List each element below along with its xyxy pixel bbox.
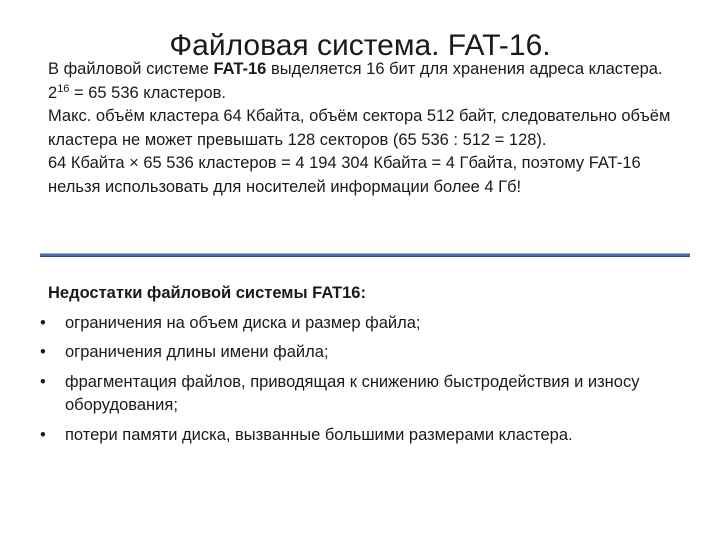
power-base: 2 [48, 83, 58, 102]
list-item-text: ограничения на объем диска и размер файла; [65, 313, 421, 332]
p1-text-end: выделяется 16 бит для хранения адреса кластера. [266, 60, 663, 78]
list-item [40, 341, 708, 365]
slide-title: Файловая система. FAT-16. [169, 29, 551, 62]
bullet-icon: • [40, 425, 46, 444]
paragraph-fat16-bits [48, 58, 693, 82]
drawbacks-list [40, 312, 708, 448]
divider-line [40, 253, 690, 257]
list-item-text: фрагментация файлов, приводящая к снижению быстродействия и износу оборудования; [65, 372, 640, 414]
list-item [40, 312, 708, 336]
power-exponent: 16 [57, 82, 70, 95]
paragraph-max-volume: 64 Кбайта × 65 536 кластеров = 4 194 304 Кбайта = 4 Гбайта, поэтому FAT-16 нельзя использовать для носителей информации более 4 Гб! [48, 154, 641, 196]
list-item [40, 424, 708, 448]
list-item-text: ограничения длины имени файла; [65, 343, 329, 361]
p1-text-start: В файловой системе [48, 60, 214, 78]
body-text [48, 58, 693, 199]
p1-bold-fat16: FAT-16 [213, 60, 267, 78]
list-item-text: потери памяти диска, вызванные большими размерами кластера. [65, 425, 573, 444]
paragraph-cluster-count [48, 82, 693, 106]
bullet-icon: • [40, 313, 46, 332]
list-item [40, 371, 708, 418]
drawbacks-title: Недостатки файловой системы FAT16: [48, 284, 366, 302]
paragraph-cluster-size: Макс. объём кластера 64 Кбайта, объём сектора 512 байт, следовательно объём кластера не может превышать 128 секторов (65 536 : 512 = 128). [48, 107, 671, 149]
bullet-icon: • [40, 343, 46, 361]
drawbacks-section [40, 282, 708, 453]
bullet-icon: • [40, 372, 46, 391]
cluster-count-text: = 65 536 кластеров. [69, 83, 227, 102]
